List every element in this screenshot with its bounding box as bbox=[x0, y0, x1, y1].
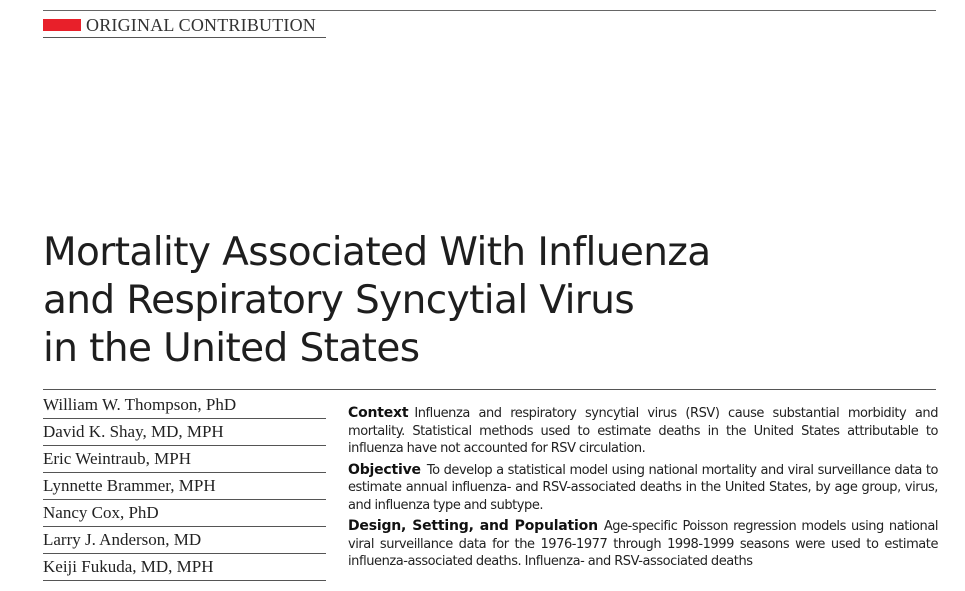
section-tag bbox=[43, 13, 326, 38]
abstract bbox=[348, 405, 938, 575]
author-name: Larry J. Anderson, MD bbox=[43, 527, 326, 554]
abstract-objective bbox=[348, 462, 938, 515]
author-name: Eric Weintraub, MPH bbox=[43, 446, 326, 473]
author-list bbox=[43, 392, 326, 581]
context-text: Influenza and respiratory syncytial virus (RSV) cause substantial morbidity and mortality. Statistical methods used to estimate deaths in the United States attributable to influenza have not accounted for RSV circulation. bbox=[348, 406, 938, 456]
objective-text: To develop a statistical model using national mortality and viral surveillance data to estimate annual influenza- and RSV-associated deaths in the United States, by age group, virus, and influenza type and subtype. bbox=[348, 462, 938, 513]
article-title bbox=[43, 229, 711, 373]
title-line-3: in the United States bbox=[43, 326, 420, 371]
section-color-block bbox=[43, 19, 81, 31]
title-line-1: Mortality Associated With Influenza bbox=[43, 230, 711, 275]
design-text: Age-specific Poisson regression models using national viral surveillance data for the 1976-1977 through 1998-1999 seasons were used to estimate influenza-associated deaths. Influenza- and RSV-associated deaths bbox=[348, 519, 938, 569]
section-label: ORIGINAL CONTRIBUTION bbox=[86, 15, 317, 35]
context-label: Context bbox=[348, 405, 409, 421]
author-name: Nancy Cox, PhD bbox=[43, 500, 326, 527]
title-line-2: and Respiratory Syncytial Virus bbox=[43, 278, 635, 323]
design-label: Design, Setting, and Population bbox=[348, 518, 598, 534]
top-rule bbox=[43, 10, 936, 11]
author-name: David K. Shay, MD, MPH bbox=[43, 419, 326, 446]
author-name: Lynnette Brammer, MPH bbox=[43, 473, 326, 500]
author-name: William W. Thompson, PhD bbox=[43, 392, 326, 419]
objective-label: Objective bbox=[348, 461, 421, 478]
abstract-design bbox=[348, 518, 938, 571]
abstract-context bbox=[348, 405, 938, 458]
author-name: Keiji Fukuda, MD, MPH bbox=[43, 554, 326, 581]
title-divider bbox=[43, 389, 936, 390]
